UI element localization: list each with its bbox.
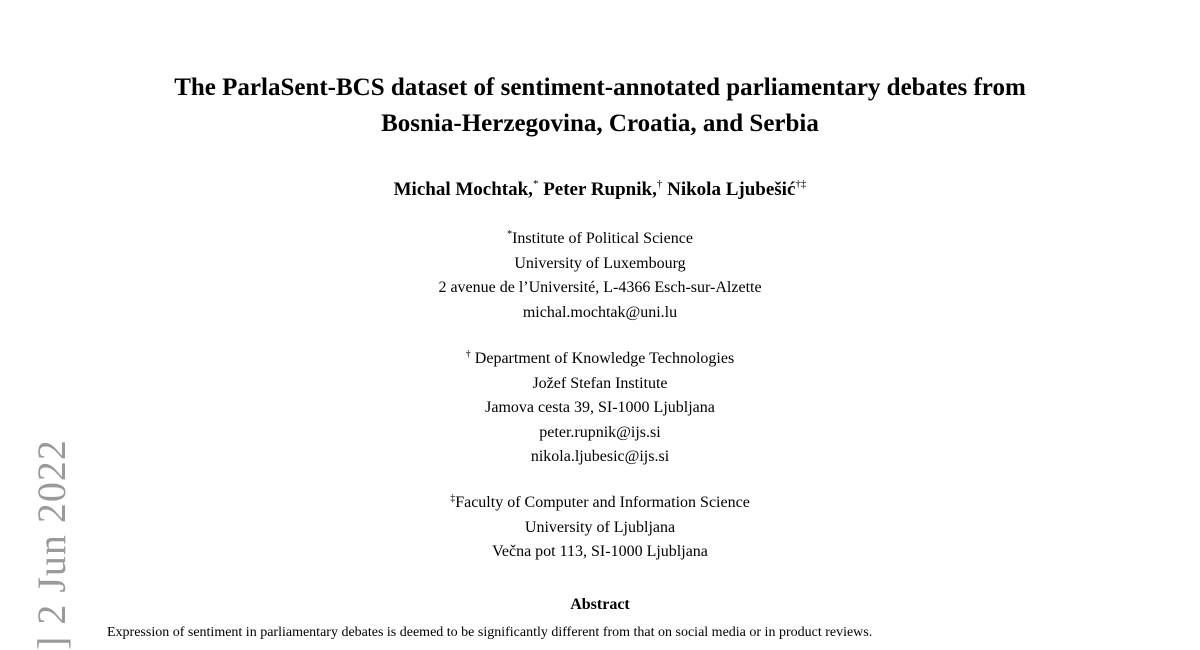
affiliation-email: peter.rupnik@ijs.si (539, 423, 661, 441)
affiliation-line: *Institute of Political Science (507, 229, 693, 247)
affiliation-line: University of Ljubljana (524, 518, 676, 536)
affiliation-block (0, 227, 1200, 325)
affiliation-line: ‡Faculty of Computer and Information Science (450, 493, 750, 511)
author-list (0, 178, 1200, 202)
affiliation-block (0, 347, 1200, 470)
abstract-text: Expression of sentiment in parliamentary debates is deemed to be significantly different from that on social media or in product reviews. (107, 625, 873, 640)
affiliation-line: Večna pot 113, SI-1000 Ljubljana (492, 543, 708, 560)
affiliation-line: † Department of Knowledge Technologies (465, 349, 735, 367)
affiliation-line: University of Luxembourg (514, 254, 686, 272)
author-name: Peter Rupnik, (543, 179, 657, 200)
arxiv-date-stamp: ] 2 Jun 2022 (29, 439, 74, 650)
title-line-1: The ParlaSent-BCS dataset of sentiment-annotated parliamentary debates from (174, 74, 1026, 101)
author-name: Michal Mochtak, (393, 179, 533, 200)
abstract-heading: Abstract (570, 596, 630, 613)
author-name: Nikola Ljubešić (667, 179, 796, 200)
title-line-2: Bosnia-Herzegovina, Croatia, and Serbia (381, 110, 819, 137)
author-mark: †‡ (795, 178, 807, 190)
affiliation-mark: † (465, 349, 471, 360)
affiliation-mark: ‡ (450, 493, 456, 504)
affiliation-email: michal.mochtak@uni.lu (522, 303, 678, 321)
affiliation-line: 2 avenue de l’Université, L-4366 Esch-sur-Alzette (438, 279, 762, 296)
affiliation-email: nikola.ljubesic@ijs.si (530, 448, 670, 465)
paper-title (0, 70, 1200, 142)
affiliation-mark: * (507, 229, 513, 240)
affiliation-block (0, 491, 1200, 565)
author-mark: † (656, 178, 663, 190)
affiliation-line: Jamova cesta 39, SI-1000 Ljubljana (485, 399, 715, 416)
author-mark: * (532, 178, 539, 190)
affiliation-line: Jožef Stefan Institute (532, 374, 668, 392)
